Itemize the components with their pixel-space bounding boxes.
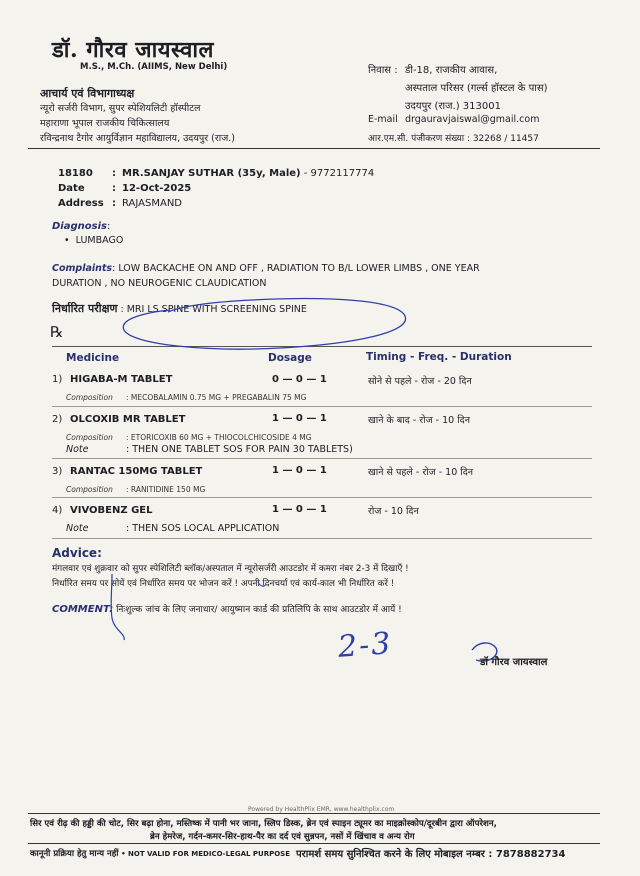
patient-id: 18180: [58, 168, 93, 179]
doctor-signature: डॉ गौरव जायस्वाल: [480, 657, 548, 668]
footer-divider-top: [28, 813, 600, 814]
powered-by: Powered by HealthPlix EMR, www.healthplix.com: [248, 806, 395, 813]
comment-text: निःशुल्क जांच के लिए जनाधार/ आयुष्मान कार्ड की प्रतिलिपि के साथ आउटडोर में आयें !: [116, 605, 402, 615]
medicine-3-composition: : RANITIDINE 150 MG: [126, 485, 206, 494]
medicine-4-dose: 1 — 0 — 1: [272, 504, 327, 515]
comment-label: COMMENT:: [52, 604, 114, 615]
patient-id-colon: :: [112, 168, 116, 179]
medicine-4-number: 4): [52, 505, 63, 516]
email-address: drgauravjaiswal@gmail.com: [405, 114, 540, 125]
complaints-line-1: Complaints: LOW BACKACHE ON AND OFF , RADIATION TO B/L LOWER LIMBS , ONE YEAR: [52, 263, 480, 274]
medicine-2-number: 2): [52, 414, 63, 425]
doctor-designation: आचार्य एवं विभागाध्यक्ष: [40, 87, 135, 100]
doctor-name: डॉ. गौरव जायस्वाल: [52, 37, 214, 63]
residence-label: निवास :: [368, 65, 398, 76]
visit-date: 12-Oct-2025: [122, 183, 192, 194]
medicine-2-note: : THEN ONE TABLET SOS FOR PAIN 30 TABLETS): [126, 444, 353, 455]
date-colon: :: [112, 183, 116, 194]
medicine-2-timing: खाने के बाद - रोज - 10 दिन: [368, 415, 470, 426]
services-line-1: सिर एवं रीढ़ की हड्डी की चोट, सिर बढ़ा होना, मस्तिष्क में पानी भर जाना, स्लिप डिस्क, ब्रेन एवं स्पाइन ट्यूमर का माइक्रोस्कोप/दूरबीन द्वारा ऑपरेशन,: [30, 819, 497, 829]
services-line-2: ब्रेन हेमरेज, गर्दन-कमर-सिर-हाथ-पैर का दर्द एवं सुन्नपन, नसों में खिंचाव व अन्य रोग: [150, 832, 415, 842]
medicine-4-name: VIVOBENZ GEL: [70, 505, 153, 516]
advice-label: Advice:: [52, 546, 102, 560]
department-line-1: न्यूरो सर्जरी विभाग, सुपर स्पेशियलिटी हॉस्पीटल: [40, 103, 201, 114]
medicine-2-name: OLCOXIB MR TABLET: [70, 414, 186, 425]
patient-phone: - 9772117774: [300, 168, 375, 179]
diagnosis-label: Diagnosis: [52, 221, 107, 232]
handwritten-room-number: 2-3: [336, 626, 394, 665]
medicine-1-dose: 0 — 0 — 1: [272, 374, 327, 385]
col-header-dosage: Dosage: [268, 352, 312, 364]
medicine-1-timing: सोने से पहले - रोज - 20 दिन: [368, 376, 472, 387]
patient-address: RAJASMAND: [122, 198, 182, 209]
address-line-3: उदयपुर (राज.) 313001: [405, 101, 501, 112]
investigation-circle-ink: [123, 299, 405, 350]
medicine-3-dose: 1 — 0 — 1: [272, 465, 327, 476]
legal-disclaimer-english: • NOT VALID FOR MEDICO-LEGAL PURPOSE: [121, 850, 290, 858]
medicine-3-name: RANTAC 150MG TABLET: [70, 466, 203, 477]
medicine-2-dose: 1 — 0 — 1: [272, 413, 327, 424]
medicine-4-timing: रोज - 10 दिन: [368, 506, 419, 517]
medicine-4-note-label: Note: [66, 523, 89, 534]
medicine-1-name: HIGABA-M TABLET: [70, 374, 173, 385]
investigation-value: : MRI LS SPINE WITH SCREENING SPINE: [120, 304, 307, 315]
footer-divider-bottom: [28, 843, 600, 844]
diagnosis-value: LUMBAGO: [75, 235, 124, 246]
advice-pen-stroke: [111, 574, 124, 640]
address-label: Address: [58, 198, 104, 209]
address-colon: :: [112, 198, 116, 209]
date-label: Date: [58, 183, 85, 194]
doctor-qualification: M.S., M.Ch. (AIIMS, New Delhi): [80, 62, 228, 72]
legal-disclaimer-hindi: कानूनी प्रक्रिया हेतु मान्य नहीं: [30, 849, 119, 859]
address-line-1: डी-18, राजकीय आवास,: [405, 65, 498, 76]
registration-number: आर.एम.सी. पंजीकरण संख्या : 32268 / 11457: [368, 134, 539, 144]
investigation-label: निर्धारित परीक्षण: [52, 302, 118, 315]
address-line-2: अस्पताल परिसर (गर्ल्स हॉस्टल के पास): [405, 83, 548, 94]
appointment-contact: परामर्श समय सुनिश्चित करने के लिए मोबाइल नम्बर : 7878882734: [296, 849, 566, 860]
medicine-3-timing: खाने से पहले - रोज - 10 दिन: [368, 467, 474, 478]
medicine-3-number: 3): [52, 466, 63, 477]
diagnosis-heading: Diagnosis:: [52, 221, 111, 232]
complaints-text-1: LOW BACKACHE ON AND OFF , RADIATION TO B/L LOWER LIMBS , ONE YEAR: [118, 263, 480, 274]
medicine-3-composition-label: Composition: [66, 485, 113, 494]
department-line-2: महाराणा भूपाल राजकीय चिकित्सालय: [40, 118, 170, 129]
medicine-2-composition-label: Composition: [66, 433, 113, 442]
diagnosis-item: • LUMBAGO: [64, 235, 124, 246]
medicine-1-composition: : MECOBALAMIN 0.75 MG + PREGABALIN 75 MG: [126, 393, 307, 402]
medicine-1-number: 1): [52, 374, 63, 385]
patient-name: MR.SANJAY SUTHAR (35y, Male): [122, 168, 301, 179]
complaints-line-2: DURATION , NO NEUROGENIC CLAUDICATION: [52, 278, 267, 289]
medicine-4-note: : THEN SOS LOCAL APPLICATION: [126, 523, 280, 534]
medicine-2-note-label: Note: [66, 444, 89, 455]
col-header-medicine: Medicine: [66, 352, 120, 364]
underline-ink: [258, 582, 266, 586]
legal-disclaimer: [30, 848, 290, 859]
advice-line-1: मंगलवार एवं शुक्रवार को सुपर स्पेशिलिटी ब्लॉक/अस्पताल में न्यूरोसर्जरी आउटडोर में कमरा नंबर 2-3 में दिखाएँ !: [52, 564, 409, 574]
complaints-label: Complaints: [52, 263, 113, 274]
email-label: E-mail: [368, 114, 398, 125]
medicine-1-composition-label: Composition: [66, 393, 113, 402]
department-line-3: रविन्द्रनाथ टैगोर आयुर्विज्ञान महाविद्यालय, उदयपुर (राज.): [40, 133, 235, 144]
medicine-2-composition: : ETORICOXIB 60 MG + THIOCOLCHICOSIDE 4 MG: [126, 433, 312, 442]
rx-symbol: ℞: [50, 323, 64, 341]
col-header-timing: Timing - Freq. - Duration: [366, 351, 512, 363]
advice-line-2: निर्धारित समय पर सोयें एवं निर्धारित समय पर भोजन करें ! अपनी दिनचर्या एवं कार्य-काल भी निर्धारित करें !: [52, 579, 395, 589]
